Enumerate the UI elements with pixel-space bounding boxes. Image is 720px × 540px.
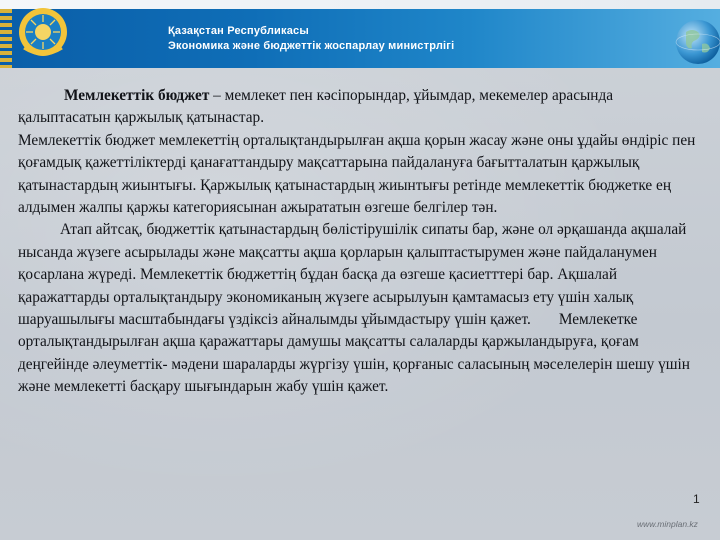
header-top-stripe <box>0 0 720 9</box>
website-url: www.minplan.kz <box>637 519 698 529</box>
features-text: Атап айтсақ, бюджеттік қатынастардың бөлістірушілік сипаты бар, және ол әрқашанда ақшалай нысанда жүзеге асырылады және мақсатты ақша қорларын қалыптастырумен және пайдаланумен қосарлана жүреді. Мемлекеттік бюджеттің бұдан басқа да өзгеше қасиетттері бар. Ақшалай қаражаттарды орталықтандыру экономиканың жүзеге асырылуын қамтамасыз ету үшін халық шаруашылығы масштабындағы үздіксіз айналымды ұйымдастыру үшін қажет. <box>18 221 687 329</box>
header-banner <box>0 0 720 68</box>
paragraph-budget-essence: Мемлекеттік бюджет мемлекеттің орталықтандырылған ақша қорын жасау және оны ұдайы өндіріс пен қоғамдық қажеттіліктерді қанағаттандыру мақсаттарына пайдалануға бағытталатын қаржылық қатынастардың жиынтығы. Қаржылық қатынастардың жиынтығы ретінде мемлекеттік бюджетке ең алдымен жалпы қаржы категориясынан ажырататын өзгеше белгілер тән. <box>18 131 696 217</box>
definition-text: – мемлекет пен кәсіпорындар, ұйымдар, мекемелер арасында қалыптасатын қаржылық қатынастар. <box>18 87 614 127</box>
document-body <box>18 85 706 399</box>
term-state-budget: Мемлекеттік бюджет <box>64 87 210 104</box>
centralized-funds-text: Мемлекетке орталықтандырылған ақша қаражаттары дамушы мақсатты салаларды қаржыландыруға, қоғам деңгейінде әлеуметтік- мәдени шараларды жүргізу үшін, қорғаныс саласының мәселелерін шешу үшін және мемлекетті басқару шығындарын жабу үшін қажет. <box>18 311 690 396</box>
state-emblem-icon <box>18 2 68 62</box>
globe-icon <box>668 14 720 66</box>
header-title-line2: Экономика және бюджеттік жоспарлау министрлігі <box>168 40 455 52</box>
paragraph-budget-features <box>18 219 706 398</box>
national-ornament <box>0 9 12 68</box>
page-number: 1 <box>693 492 700 506</box>
header-title-line1: Қазақстан Республикасы <box>168 25 309 37</box>
paragraph-definition <box>18 85 706 130</box>
